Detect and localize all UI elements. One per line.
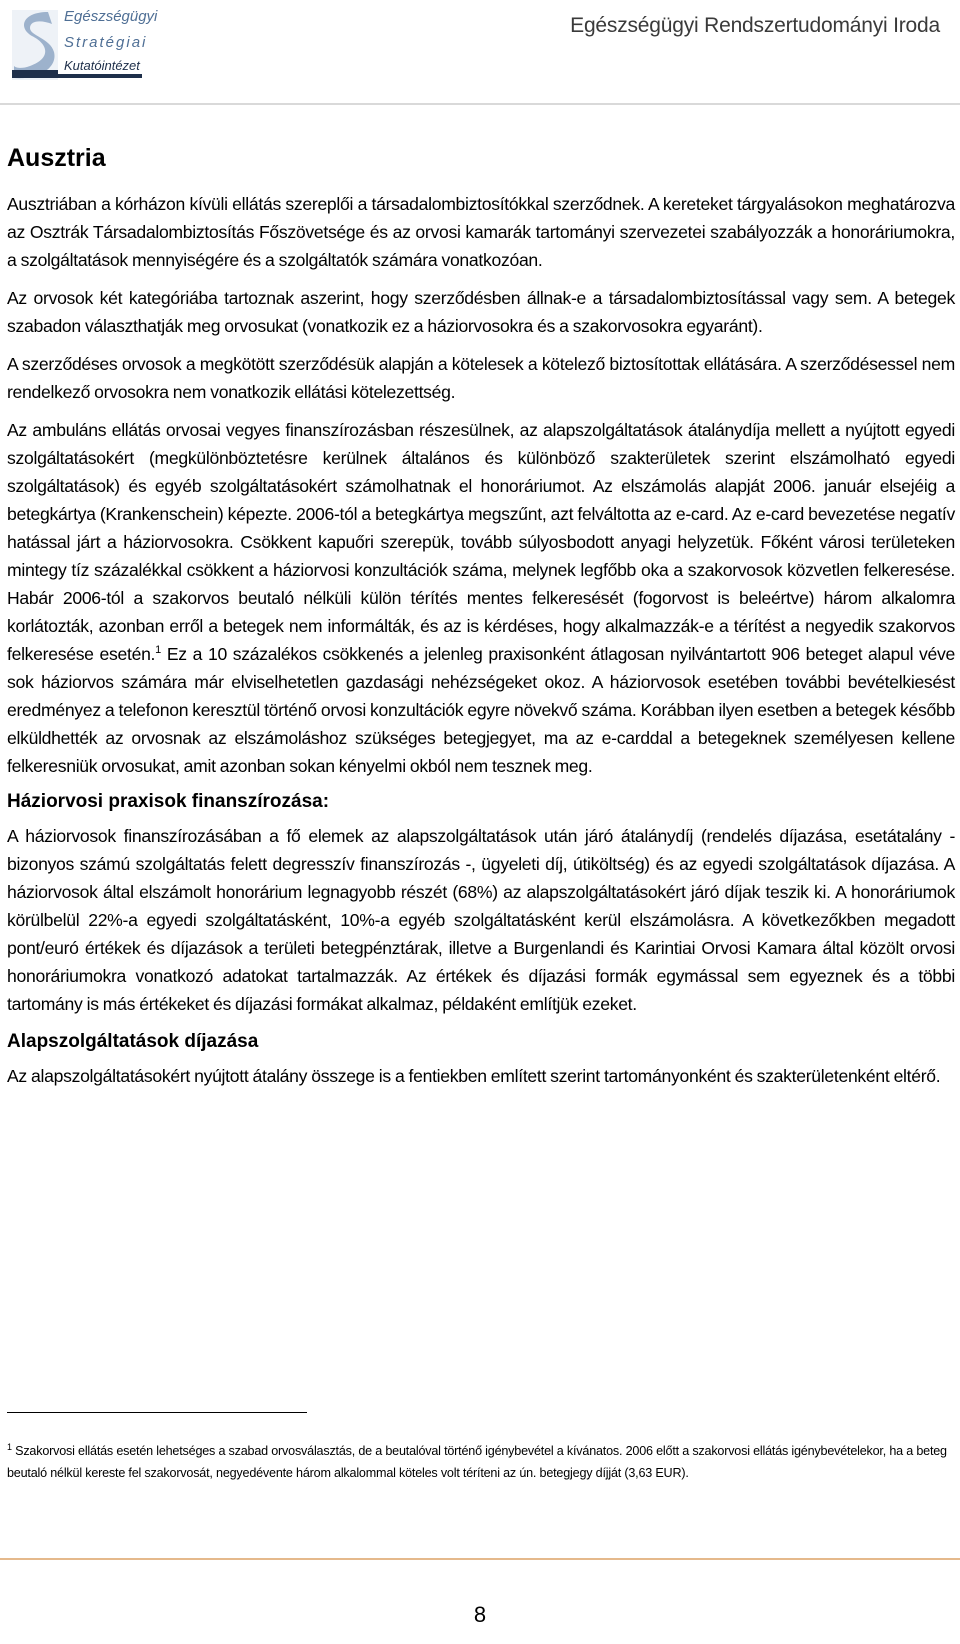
footnote-separator [7, 1412, 307, 1413]
logo-line-1: Egészségügyi [64, 8, 158, 25]
section-financing-text: A háziorvosok finanszírozásában a fő elemek az alapszolgáltatások után járó átalánydíj (rendelés díjazása, esetátalány - bizonyos számú szolgáltatás felett degresszív finanszírozás -, ügyeleti díj, útiköltség) és az egyedi szolgáltatások díjazása. A háziorvosok által elszámolt honorárium legnagyobb részét (68%) az alapszolgáltatásokért járó díjak teszik ki. A honoráriumok körülbelül 22%-a egyedi szolgáltatásként, 10%-a egyéb szolgáltatásként kerül elszámolásra. A következőkben megadott pont/euró értékek és díjazások a területi betegpénztárak, illetve a Burgenlandi és Karintiai Orvosi Kamara által közölt orvosi honoráriumokra vonatkozó adatokat tartalmazzák. Az értékek és díjazási formák egymással sem egyeznek és a többi tartomány is más értékeket és díjazási formákat alkalmaz, példaként említjük ezeket. [7, 826, 955, 1014]
footer-divider [0, 1558, 960, 1560]
section-heading-basic-services: Alapszolgáltatások díjazása [7, 1031, 259, 1052]
footnote-reference[interactable]: 1 [155, 644, 161, 657]
paragraph-1: Ausztriában a kórházon kívüli ellátás szereplői a társadalombiztosítókkal szerződnek. A kereteket tárgyalásokon meghatározva az Osztrák Társadalombiztosítás Főszövetsége és az orvosi kamarák tartományi szervezetei szabályozzák a honoráriumokra, a szolgáltatások mennyiségére és a szolgáltatók számára vonatkozóan. [7, 194, 955, 270]
footnote-text: Szakorvosi ellátás esetén lehetséges a szabad orvosválasztás, de a beutalóval történő igénybevétel a kívánatos. 2006 előtt a szakorvosi ellátás igénybevételekor, ha a beteg beutaló nélkül kereste fel szakorvosát, negyedévente három alkalommal köteles volt téríteni az ún. betegjegy díjját (3,63 EUR). [7, 1444, 947, 1480]
main-content [7, 142, 955, 1100]
section-heading-financing: Háziorvosi praxisok finanszírozása: [7, 791, 330, 812]
section-basic-services-text: Az alapszolgáltatásokért nyújtott átalány összege is a fentiekben említett szerint tartományonként és szakterületenként eltérő. [7, 1066, 941, 1086]
header-divider [0, 103, 960, 105]
paragraph-5-text: Ez a 10 százalékos csökkenés a jelenleg praxisonként átlagosan nyilvántartott 906 beteget alapul véve sok háziorvos számára már elviselhetetlen gazdasági nehézségeket okoz. A háziorvosok esetében további bevételkiesést eredményez a telefonon keresztül történő orvosi konzultációk egyre növekvő száma. Korábban ilyen esetben a betegek később elküldhették az orvosnak az elszámoláshoz szükséges betegjegyet, ma az e-carddal a betegeknek személyesen kellene felkeresniük orvosukat, amit azonban sokan kényelmi okból nem tesznek meg. [7, 644, 955, 776]
footnote-number: 1 [7, 1441, 12, 1452]
paragraph-3: A szerződéses orvosok a megkötött szerződésük alapján a kötelesek a kötelező biztosítottak ellátására. A szerződésessel nem rendelkező orvosokra nem vonatkozik ellátási kötelezettség. [7, 354, 955, 402]
page-title: Ausztria [7, 144, 106, 172]
logo-line-2: Stratégiai [64, 34, 148, 51]
paragraph-2: Az orvosok két kategóriába tartoznak aszerint, hogy szerződésben állnak-e a társadalombiztosítással vagy sem. A betegek szabadon választhatják meg orvosukat (vonatkozik ez a háziorvosokra és a szakorvosokra egyaránt). [7, 288, 955, 336]
logo-line-3: Kutatóintézet [64, 58, 140, 73]
paragraph-4 [7, 416, 955, 780]
footnote [7, 1440, 955, 1484]
page-number: 8 [473, 1602, 487, 1627]
paragraph-4-text: Az ambuláns ellátás orvosai vegyes finanszírozásban részesülnek, az alapszolgáltatások átalánydíja mellett a nyújtott egyedi szolgáltatásokért (megkülönböztetésre kerülnek általános és különböző szakterületek szerint elszámolható egyedi szolgáltatások) és egyéb szolgáltatásokért számolhatnak el honoráriumot. Az elszámolás alapját 2006. január elsejéig a betegkártya (Krankenschein) képezte. 2006-tól a betegkártya megszűnt, azt felváltotta az e-card. Az e-card bevezetése negatív hatással járt a háziorvosokra. Csökkent kapuőri szerepük, tovább súlyosbodott anyagi helyzetük. Főként városi területeken mintegy tíz százalékkal csökkent a háziorvosi konzultációk száma, melynek legfőbb oka a szakorvosok közvetlen felkeresése. Habár 2006-tól a szakorvos beutaló nélküli külön térítés mentes felkeresését (fogorvost is beleértve) három alkalomra korlátozták, azonban erről a betegek nem informálták, és az is kérdéses, hogy alkalmazzák-e a térítést a negyedik szakorvos felkeresése esetén. [7, 420, 955, 664]
institute-logo [8, 6, 158, 86]
page-header [0, 0, 960, 108]
organization-name: Egészségügyi Rendszertudományi Iroda [570, 14, 940, 37]
